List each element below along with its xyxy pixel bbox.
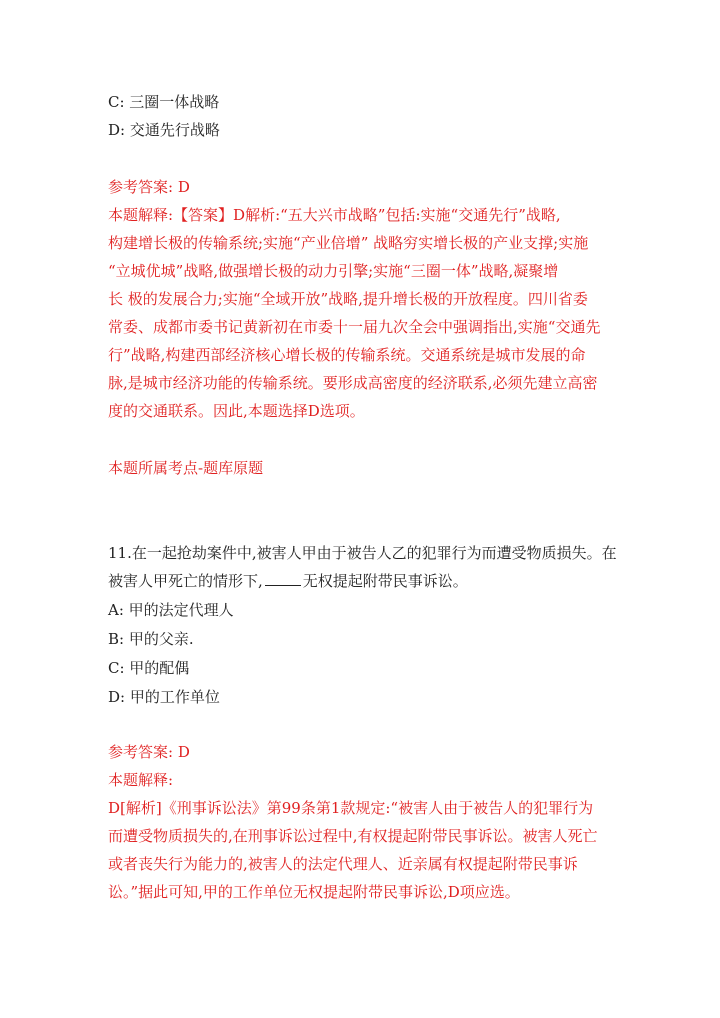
- question-11-option-b: B: 甲的父亲.: [108, 630, 194, 648]
- question-11-option-d: D: 甲的工作单位: [108, 688, 220, 706]
- question-11-explanation-line: 或者丧失行为能力的,被害人的法定代理人、近亲属有权提起附带民事诉: [108, 855, 578, 873]
- prev-answer: 参考答案: D: [108, 178, 190, 196]
- prev-option-c: C: 三圈一体战略: [108, 93, 220, 111]
- prev-explanation-line: 长 极的发展合力;实施“全域开放”战略,提升增长极的开放程度。四川省委: [108, 290, 588, 308]
- prev-explanation-line: “立城优城”战略,做强增长极的动力引擎;实施“三圈一体”战略,凝聚增: [108, 262, 559, 280]
- question-11-explanation-line: D[解析]《刑事诉讼法》第99条第1款规定:“被害人由于被告人的犯罪行为: [108, 799, 594, 817]
- stem-before-blank: 被害人甲死亡的情形下,: [108, 572, 263, 590]
- question-11-explanation-line: 而遭受物质损失的,在刑事诉讼过程中,有权提起附带民事诉讼。被害人死亡: [108, 827, 598, 845]
- question-11-stem-line1: 11.在一起抢劫案件中,被害人甲由于被告人乙的犯罪行为而遭受物质损失。在: [108, 544, 617, 562]
- answer-blank: [265, 571, 301, 586]
- prev-explanation-line: 脉,是城市经济功能的传输系统。要形成高密度的经济联系,必须先建立高密: [108, 374, 598, 392]
- question-11-stem-line2: [108, 571, 628, 591]
- question-11-explanation-label: 本题解释:: [108, 771, 174, 789]
- question-11-option-c: C: 甲的配偶: [108, 659, 190, 677]
- prev-explanation-line: 度的交通联系。因此,本题选择D选项。: [108, 402, 365, 420]
- prev-explanation-line: 本题解释:【答案】D解析:“五大兴市战略”包括:实施“交通先行”战略,: [108, 206, 561, 224]
- prev-explanation-line: 常委、成都市委书记黄新初在市委十一届九次全会中强调指出,实施“交通先: [108, 318, 601, 336]
- question-11-explanation-line: 讼。”据此可知,甲的工作单位无权提起附带民事诉讼,D项应选。: [108, 883, 520, 901]
- question-11-answer: 参考答案: D: [108, 743, 190, 761]
- prev-explanation-line: 行”战略,构建西部经济核心增长极的传输系统。交通系统是城市发展的命: [108, 346, 586, 364]
- prev-option-d: D: 交通先行战略: [108, 121, 220, 139]
- prev-topic: 本题所属考点-题库原题: [108, 459, 264, 477]
- question-11-option-a: A: 甲的法定代理人: [108, 601, 234, 619]
- stem-after-blank: 无权提起附带民事诉讼。: [302, 572, 468, 590]
- prev-explanation-line: 构建增长极的传输系统;实施“产业倍增” 战略穷实增长极的产业支撑;实施: [108, 234, 589, 252]
